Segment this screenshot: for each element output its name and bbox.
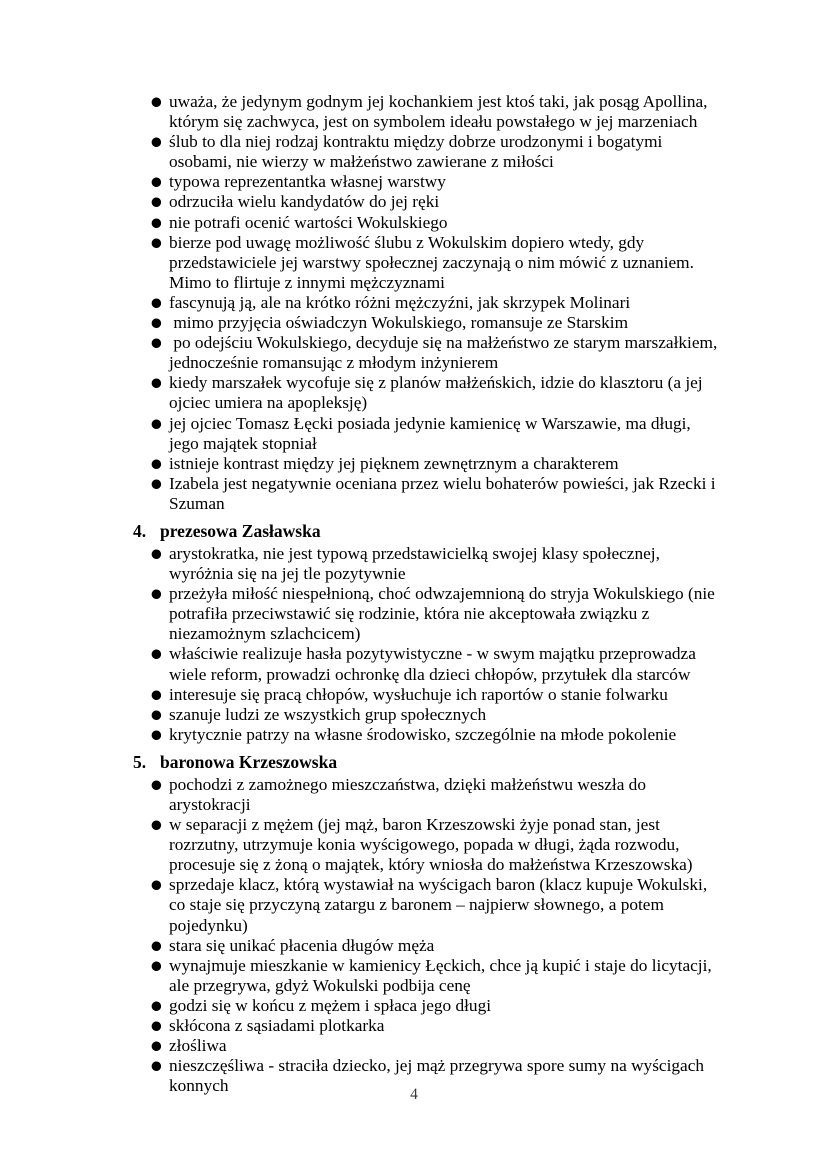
bullet-icon: ●	[151, 195, 162, 210]
list-item	[133, 685, 723, 705]
bullet-icon: ●	[151, 215, 162, 230]
list-item	[133, 333, 723, 373]
list-item	[133, 213, 723, 233]
document-section	[133, 750, 723, 1097]
bullet-icon: ●	[151, 376, 162, 391]
list-item	[133, 414, 723, 454]
list-item	[133, 775, 723, 815]
list-item-text: Izabela jest negatywnie oceniana przez wielu bohaterów powieści, jak Rzecki i Szuman	[169, 473, 720, 513]
bullet-icon: ●	[151, 315, 162, 331]
bullet-icon: ●	[151, 1038, 162, 1054]
list-item-text: kiedy marszałek wycofuje się z planów małżeńskich, idzie do klasztoru (a jej ojciec umiera na apopleksję)	[169, 373, 707, 413]
list-item-text: krytycznie patrzy na własne środowisko, szczególnie na młode pokolenie	[169, 724, 677, 744]
list-item	[133, 725, 723, 745]
list-item-text: odrzuciła wielu kandydatów do jej ręki	[169, 192, 440, 212]
list-item-text: arystokratka, nie jest typową przedstawicielką swojej klasy społecznej, wyróżnia się na jej tle pozytywnie	[169, 543, 665, 584]
list-item	[133, 92, 723, 132]
list-item	[133, 474, 723, 514]
list-item-text: nie potrafi ocenić wartości Wokulskiego	[169, 212, 448, 232]
bullet-icon: ●	[151, 586, 162, 602]
list-item	[133, 815, 723, 875]
bullet-icon: ●	[151, 727, 162, 743]
section-heading	[133, 519, 723, 543]
list-item	[133, 996, 723, 1016]
page-number: 4	[410, 1086, 418, 1103]
list-item-text: mimo przyjęcia oświadczyn Wokulskiego, romansuje ze Starskim	[169, 313, 629, 333]
section-heading	[133, 750, 723, 774]
list-item	[133, 936, 723, 956]
list-item-text: pochodzi z zamożnego mieszczaństwa, dzięki małżeństwu weszła do arystokracji	[169, 774, 651, 814]
section-title: prezesowa Zasławska	[160, 520, 321, 541]
list-item	[133, 705, 723, 725]
lead-bullet-list	[133, 92, 723, 514]
list-item-text: jej ojciec Tomasz Łęcki posiada jedynie kamienicę w Warszawie, ma długi, jego majątek stopniał	[169, 413, 696, 453]
bullet-icon: ●	[151, 938, 162, 953]
list-item	[133, 373, 723, 413]
list-item-text: złośliwa	[169, 1036, 227, 1056]
list-item	[133, 875, 723, 935]
bullet-icon: ●	[151, 777, 162, 793]
bullet-icon: ●	[151, 235, 162, 250]
list-item-text: po odejściu Wokulskiego, decyduje się na małżeństwo ze starym marszałkiem, jednocześnie romansując z młodym inżynierem	[169, 333, 722, 373]
list-item-text: ślub to dla niej rodzaj kontraktu między dobrze urodzonymi i bogatymi osobami, nie wierzy w małżeństwo zawierane z miłości	[169, 132, 667, 172]
list-item-text: stara się unikać płacenia długów męża	[169, 935, 435, 955]
bullet-icon: ●	[151, 1059, 162, 1074]
list-item-text: istnieje kontrast między jej pięknem zewnętrznym a charakterem	[169, 453, 619, 473]
list-item	[133, 233, 723, 293]
list-item-text: godzi się w końcu z mężem i spłaca jego długi	[169, 995, 492, 1015]
section-number: 4.	[133, 520, 147, 541]
bullet-icon: ●	[151, 707, 162, 722]
bullet-icon: ●	[151, 546, 162, 562]
list-item	[133, 192, 723, 212]
list-item-text: fascynują ją, ale na krótko różni mężczyźni, jak skrzypek Molinari	[169, 292, 631, 312]
list-item-text: przeżyła miłość niespełnioną, choć odwzajemnioną do stryja Wokulskiego (nie potrafiła przeciwstawić się rodzinie, która nie akceptowała związku z niezamożnym szlachcicem)	[169, 584, 720, 644]
bullet-icon: ●	[151, 295, 162, 311]
bullet-icon: ●	[151, 687, 162, 702]
list-item-text: uważa, że jedynym godnym jej kochankiem jest ktoś taki, jak posąg Apollina, którym się zachwyca, jest on symbolem ideału powstałego w jej marzeniach	[169, 92, 712, 132]
bullet-icon: ●	[151, 878, 162, 893]
list-item-text: skłócona z sąsiadami plotkarka	[169, 1016, 385, 1036]
list-item	[133, 644, 723, 684]
list-item	[133, 544, 723, 584]
document-section	[133, 519, 723, 745]
bullet-icon: ●	[151, 135, 162, 150]
list-item	[133, 313, 723, 333]
list-item-text: interesuje się pracą chłopów, wysłuchuje ich raportów o stanie folwarku	[169, 684, 668, 704]
bullet-icon: ●	[151, 817, 162, 833]
list-item	[133, 293, 723, 313]
bullet-icon: ●	[151, 416, 162, 431]
bullet-icon: ●	[151, 1018, 162, 1034]
bullet-icon: ●	[151, 958, 162, 973]
bullet-icon: ●	[151, 476, 162, 491]
list-item-text: wynajmuje mieszkanie w kamienicy Łęckich, chce ją kupić i staje do licytacji, ale przegrywa, gdyż Wokulski podbija cenę	[169, 955, 717, 995]
list-item-text: typowa reprezentantka własnej warstwy	[169, 172, 446, 192]
section-title: baronowa Krzeszowska	[160, 751, 338, 772]
list-item	[133, 132, 723, 172]
bullet-icon: ●	[151, 456, 162, 471]
list-item-text: sprzedaje klacz, którą wystawiał na wyścigach baron (klacz kupuje Wokulski, co staje się przyczyną zatargu z baronem – najpierw słownego, a potem pojedynku)	[169, 875, 712, 935]
list-item	[133, 1016, 723, 1036]
list-item-text: właściwie realizuje hasła pozytywistyczne - w swym majątku przeprowadza wiele reform, prowadzi ochronkę dla dzieci chłopów, przytułek dla starców	[169, 644, 701, 684]
list-item-text: nieszczęśliwa - straciła dziecko, jej mąż przegrywa spore sumy na wyścigach konnych	[169, 1056, 709, 1096]
list-item	[133, 172, 723, 192]
bullet-icon: ●	[151, 647, 162, 662]
document-body	[133, 92, 723, 1096]
sections-container	[133, 519, 723, 1096]
section-bullet-list	[133, 544, 723, 745]
list-item-text: w separacji z mężem (jej mąż, baron Krzeszowski żyje ponad stan, jest rozrzutny, utrzymuje konia wyścigowego, popada w długi, żąda rozwodu, procesuje się z żoną o majątek, który wniosła do małżeństwa Krzeszowska)	[169, 815, 693, 875]
section-number: 5.	[133, 751, 147, 772]
list-item-text: bierze pod uwagę możliwość ślubu z Wokulskim dopiero wtedy, gdy przedstawiciele jej warstwy społecznej zaczynają o nim mówić z uznaniem. Mimo to flirtuje z innymi mężczyznami	[169, 232, 699, 292]
section-bullet-list	[133, 775, 723, 1097]
list-item	[133, 956, 723, 996]
list-item-text: szanuje ludzi ze wszystkich grup społecznych	[169, 704, 487, 724]
list-item	[133, 1036, 723, 1056]
bullet-icon: ●	[151, 94, 162, 110]
list-item	[133, 584, 723, 644]
bullet-icon: ●	[151, 175, 162, 190]
list-item	[133, 454, 723, 474]
bullet-icon: ●	[151, 335, 162, 351]
bullet-icon: ●	[151, 998, 162, 1014]
